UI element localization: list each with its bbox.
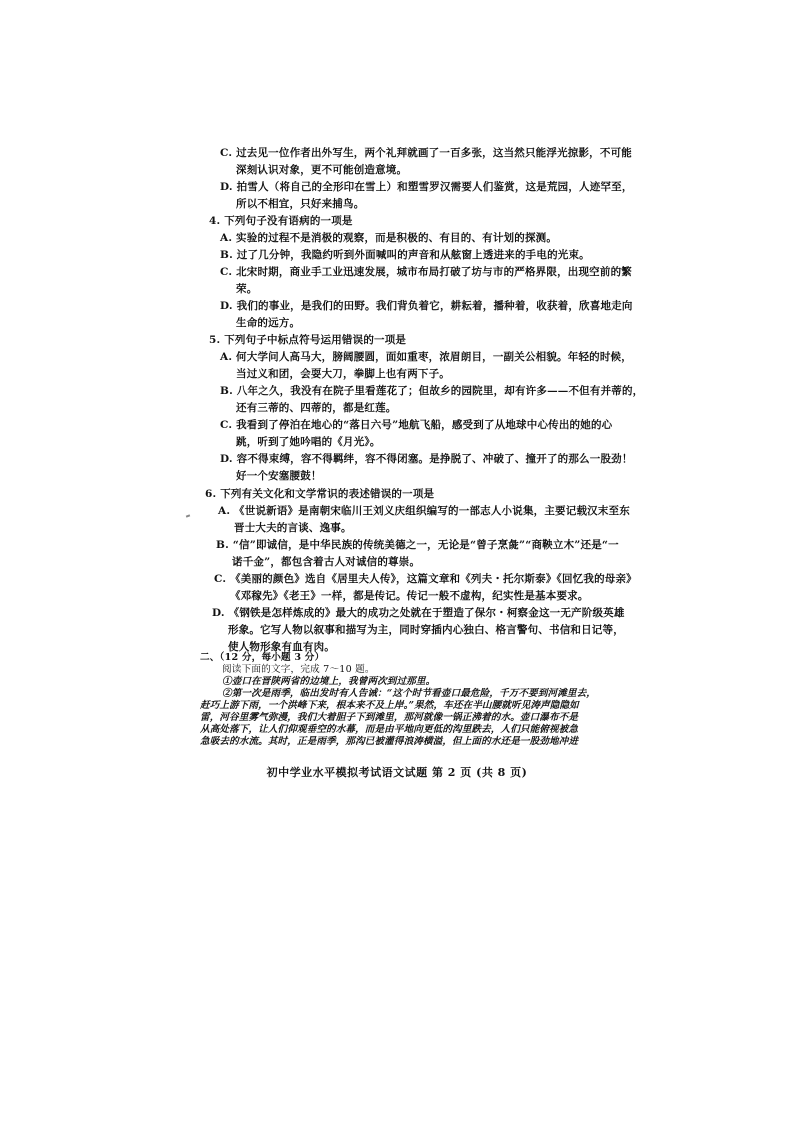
q5-option-d-line2: 好一个安塞腰鼓！	[236, 470, 322, 482]
q6-option-a-line1: A. 《世说新语》是南朝宋临川王刘义庆组织编写的一部志人小说集，主要记载汉末至东	[218, 505, 630, 517]
q4-option-d-line2: 生命的远方。	[236, 317, 301, 329]
q5-option-c-line1: C. 我看到了停泊在地心的“落日六号”地航飞船，感受到了从地球中心传出的她的心	[220, 419, 613, 431]
q5-option-a-line1: A. 何大学问人高马大，膀阔腰圆，面如重枣，浓眉朗目，一副关公相貌。年轻的时候，	[220, 351, 632, 363]
passage-paragraph-2-line3: 雷，河谷里雾气弥漫，我们大着胆子下到滩里，那河就像一锅正沸着的水。壶口瀑布不是	[200, 712, 579, 723]
q3-option-c-line2: 深刻认识对象，更不可能创造意境。	[236, 164, 408, 176]
q4-option-d-line1: D. 我们的事业，是我们的田野。我们背负着它，耕耘着，播种着，收获着，欣喜地走向	[220, 300, 633, 312]
passage-paragraph-2-line2: 赶巧上游下雨，一个洪峰下来，根本来不及上岸。”果然，车还在半山腰就听见涛声隐隐如	[200, 700, 579, 711]
q4-stem: 4. 下列句子没有语病的一项是	[209, 215, 353, 227]
q6-stem: 6. 下列有关文化和文学常识的表述错误的一项是	[205, 488, 435, 500]
q3-option-d-line2: 所以不相宜，只好来捕鸟。	[236, 198, 365, 210]
q6-option-c-line1: C. 《美丽的颜色》选自《居里夫人传》，这篇文章和《列夫・托尔斯泰》《回忆我的母亲》	[214, 573, 637, 585]
q4-option-c-line1: C. 北宋时期，商业手工业迅速发展，城市布局打破了坊与市的严格界限，出现空前的繁	[220, 266, 632, 278]
q5-option-d-line1: D. 容不得束缚，容不得羁绊，容不得闭塞。是挣脱了、冲破了、撞开了的那么一股劲！	[220, 453, 633, 465]
q5-option-c-line2: 跳，听到了她吟唱的《月光》。	[236, 436, 381, 448]
q3-option-d-line1: D. 拍雪人（将自己的全形印在雪上）和塑雪罗汉需要人们鉴赏，这是荒园，人迹罕至，	[220, 181, 633, 193]
passage-paragraph-2-line4: 从高处落下，让人们仰观垂空的水幕，而是由平地向更低的沟里跌去，人们只能俯视被急	[200, 724, 579, 735]
q6-option-b-line1: B. “信”即诚信，是中华民族的传统美德之一，无论是“曾子烹彘”“商鞅立木”还是“一	[216, 539, 619, 551]
q3-option-c-line1: C. 过去见一位作者出外写生，两个礼拜就画了一百多张，这当然只能浮光掠影，不可能	[220, 147, 632, 159]
section2-instruction: 阅读下面的文字，完成 7～10 题。	[222, 664, 375, 675]
q4-option-c-line2: 荣。	[236, 283, 258, 295]
q4-option-a: A. 实验的过程不是消极的观察，而是积极的、有目的、有计划的探测。	[220, 232, 558, 244]
q6-option-b-line2: 诺千金”，都包含着古人对诚信的尊崇。	[232, 556, 421, 568]
q5-option-b-line1: B. 八年之久，我没有在院子里看莲花了；但故乡的园院里，却有许多——不但有并蒂的，	[220, 385, 644, 397]
q6-option-d-line2: 形象。它写人物以叙事和描写为主，同时穿插内心独白、格言警句、书信和日记等，	[228, 624, 624, 636]
q6-option-a-line2: 晋士大夫的言谈、逸事。	[234, 522, 352, 534]
page-footer: 初中学业水平模拟考试语文试题 第 2 页 (共 8 页)	[266, 766, 528, 779]
q6-option-c-line2: 《邓稼先》《老王》一样，都是传记。传记一般不虚构，纪实性是基本要求。	[230, 590, 589, 602]
passage-paragraph-1: ①壶口在晋陕两省的边境上，我曾两次到过那里。	[222, 676, 436, 687]
section2-heading: 二、（12 分，每小题 3 分）	[200, 652, 325, 663]
q6-option-d-line3: 使人物形象有血有肉。	[228, 641, 335, 653]
q4-option-b: B. 过了几分钟，我隐约听到外面喊叫的声音和从舷窗上透进来的手电的光束。	[220, 249, 590, 261]
passage-paragraph-2-line1: ②第一次是雨季，临出发时有人告诫：“这个时节看壶口最危险，千万不要到河滩里去，	[222, 688, 596, 699]
q6-option-d-line1: D. 《钢铁是怎样炼成的》最大的成功之处就在于塑造了保尔・柯察金这一无产阶级英雄	[212, 607, 625, 619]
q5-option-b-line2: 还有三蒂的、四蒂的，都是红莲。	[236, 402, 397, 414]
passage-paragraph-2-line5: 急吸去的水流。其时，正是雨季，那沟已被灌得浪涛横溢，但上面的水还是一股劲地冲进	[200, 736, 579, 747]
q5-stem: 5. 下列句子中标点符号运用错误的一项是	[209, 334, 407, 346]
q5-option-a-line2: 当过义和团，会耍大刀，拳脚上也有两下子。	[236, 368, 450, 380]
scan-speck	[186, 514, 190, 517]
